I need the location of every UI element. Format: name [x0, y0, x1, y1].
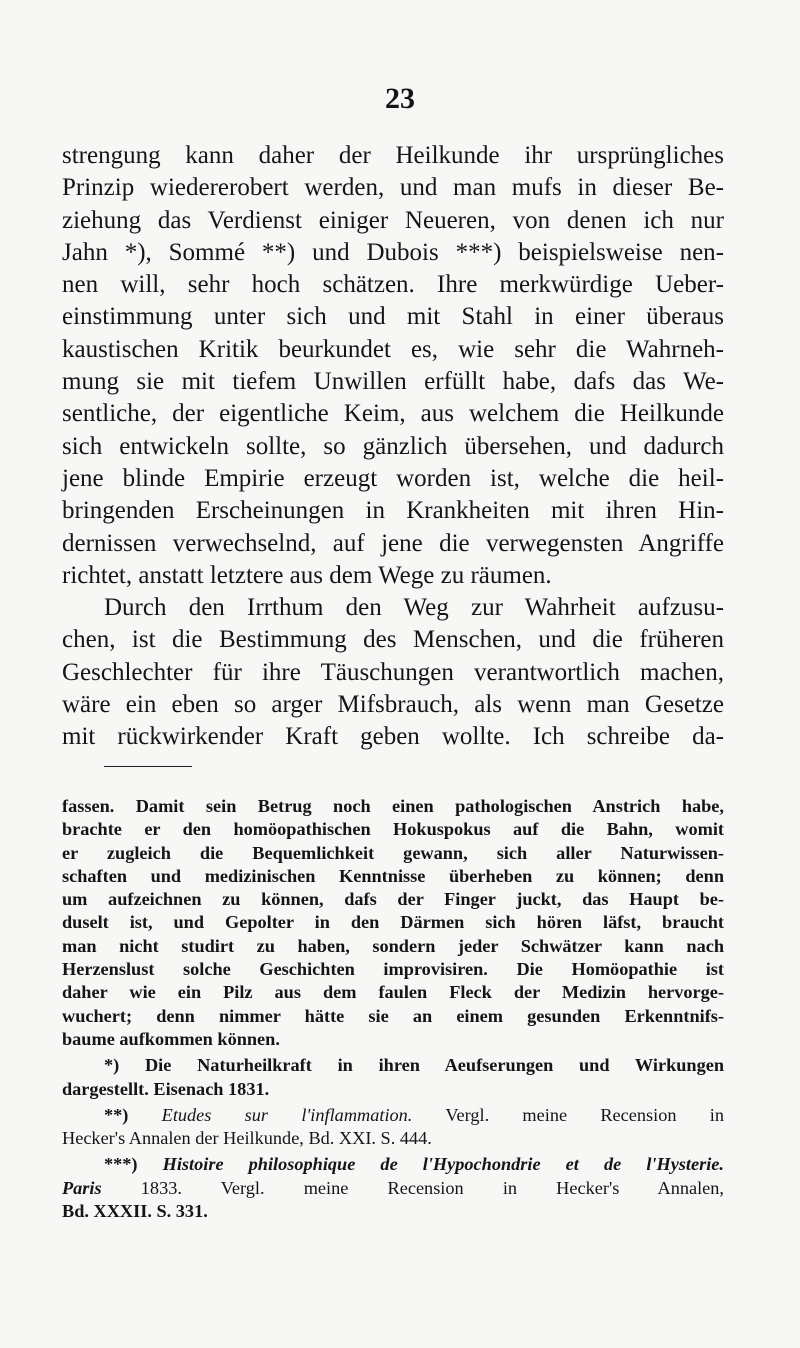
text-line: sentliche, der eigentliche Keim, aus welchem die Heilkunde	[62, 400, 724, 428]
body-text	[62, 140, 724, 754]
text-line: dernissen verwechselnd, auf jene die verwegensten Angriffe	[62, 529, 724, 557]
footnote-line: man nicht studirt zu haben, sondern jeder Schwätzer kann nach	[62, 935, 724, 956]
text-line: chen, ist die Bestimmung des Menschen, und die früheren	[62, 626, 724, 654]
footnote-2-line: Hecker's Annalen der Heilkunde, Bd. XXI. S. 444.	[62, 1128, 432, 1149]
text-line: sich entwickeln sollte, so gänzlich übersehen, und dadurch	[62, 432, 724, 460]
text-line: kaustischen Kritik beurkundet es, wie sehr die Wahrneh-	[62, 335, 724, 363]
text-line: Durch den Irrthum den Weg zur Wahrheit aufzusu-	[104, 594, 724, 622]
footnote-2-line	[62, 1104, 724, 1127]
footnote-2-reference: Vergl. meine Recension in	[445, 1104, 725, 1125]
footnote-3-line	[62, 1177, 724, 1200]
text-line: mung sie mit tiefem Unwillen erfüllt habe, dafs das We-	[62, 368, 724, 396]
text-line: einstimmung unter sich und mit Stahl in einer überaus	[62, 303, 724, 331]
footnote-line: Herzenslust solche Geschichten improvisiren. Die Homöopathie ist	[62, 959, 724, 980]
footnotes	[62, 795, 724, 1223]
text-line: wäre ein eben so arger Mifsbrauch, als wenn man Gesetze	[62, 691, 724, 719]
footnote-2-title: Etudes sur l'inflammation.	[161, 1104, 413, 1125]
footnote-line: baume aufkommen können.	[62, 1028, 280, 1049]
page-number: 23	[385, 82, 415, 115]
footnote-3-title: Histoire philosophique de l'Hypochondrie et de l'Hysterie.	[162, 1154, 724, 1175]
text-line: ziehung das Verdienst einiger Neueren, von denen ich nur	[62, 206, 724, 234]
text-line: Jahn *), Sommé **) und Dubois ***) beispielsweise nen-	[62, 238, 724, 266]
footnote-3-line	[62, 1153, 724, 1176]
text-line: nen will, sehr hoch schätzen. Ihre merkwürdige Ueber-	[62, 271, 724, 299]
footnote-3-place: Paris	[62, 1177, 102, 1198]
footnote-line: um aufzeichnen zu können, dafs der Finger juckt, das Haupt be-	[62, 889, 724, 910]
footnote-1-line: dargestellt. Eisenach 1831.	[62, 1078, 270, 1099]
footnote-2-mark: **)	[104, 1104, 129, 1125]
footnote-line: brachte er den homöopathischen Hokuspokus auf die Bahn, womit	[62, 819, 724, 840]
footnote-line: er zugleich die Bequemlichkeit gewann, sich aller Naturwissen-	[62, 842, 724, 863]
footnote-3-mark: ***)	[104, 1154, 138, 1175]
footnote-line: wuchert; denn nimmer hätte sie an einem gesunden Erkenntnifs-	[62, 1005, 724, 1026]
footnote-line: duselt ist, und Gepolter in den Därmen sich hören läfst, braucht	[62, 912, 724, 933]
footnote-line: daher wie ein Pilz aus dem faulen Fleck der Medizin hervorge-	[62, 982, 724, 1003]
text-line: Prinzip wiedererobert werden, und man mufs in dieser Be-	[62, 174, 724, 202]
text-line: jene blinde Empirie erzeugt worden ist, welche die heil-	[62, 464, 724, 492]
text-line: strengung kann daher der Heilkunde ihr ursprüngliches	[62, 142, 724, 169]
text-line: Geschlechter für ihre Täuschungen verantwortlich machen,	[62, 658, 724, 686]
footnote-separator	[104, 766, 192, 767]
text-line: mit rückwirkender Kraft geben wollte. Ich schreibe da-	[62, 723, 724, 751]
footnote-line: fassen. Damit sein Betrug noch einen pathologischen Anstrich habe,	[62, 796, 724, 816]
footnote-3-reference: 1833. Vergl. meine Recension in Hecker's Annalen,	[140, 1177, 724, 1198]
text-line: bringenden Erscheinungen in Krankheiten mit ihren Hin-	[62, 497, 724, 525]
footnote-3-line: Bd. XXXII. S. 331.	[62, 1201, 208, 1222]
footnote-1-line: *) Die Naturheilkraft in ihren Aeufserungen und Wirkungen	[104, 1055, 724, 1076]
text-line: richtet, anstatt letztere aus dem Wege zu räumen.	[62, 561, 552, 589]
footnote-line: schaften und medizinischen Kenntnisse überheben zu können; denn	[62, 865, 724, 886]
